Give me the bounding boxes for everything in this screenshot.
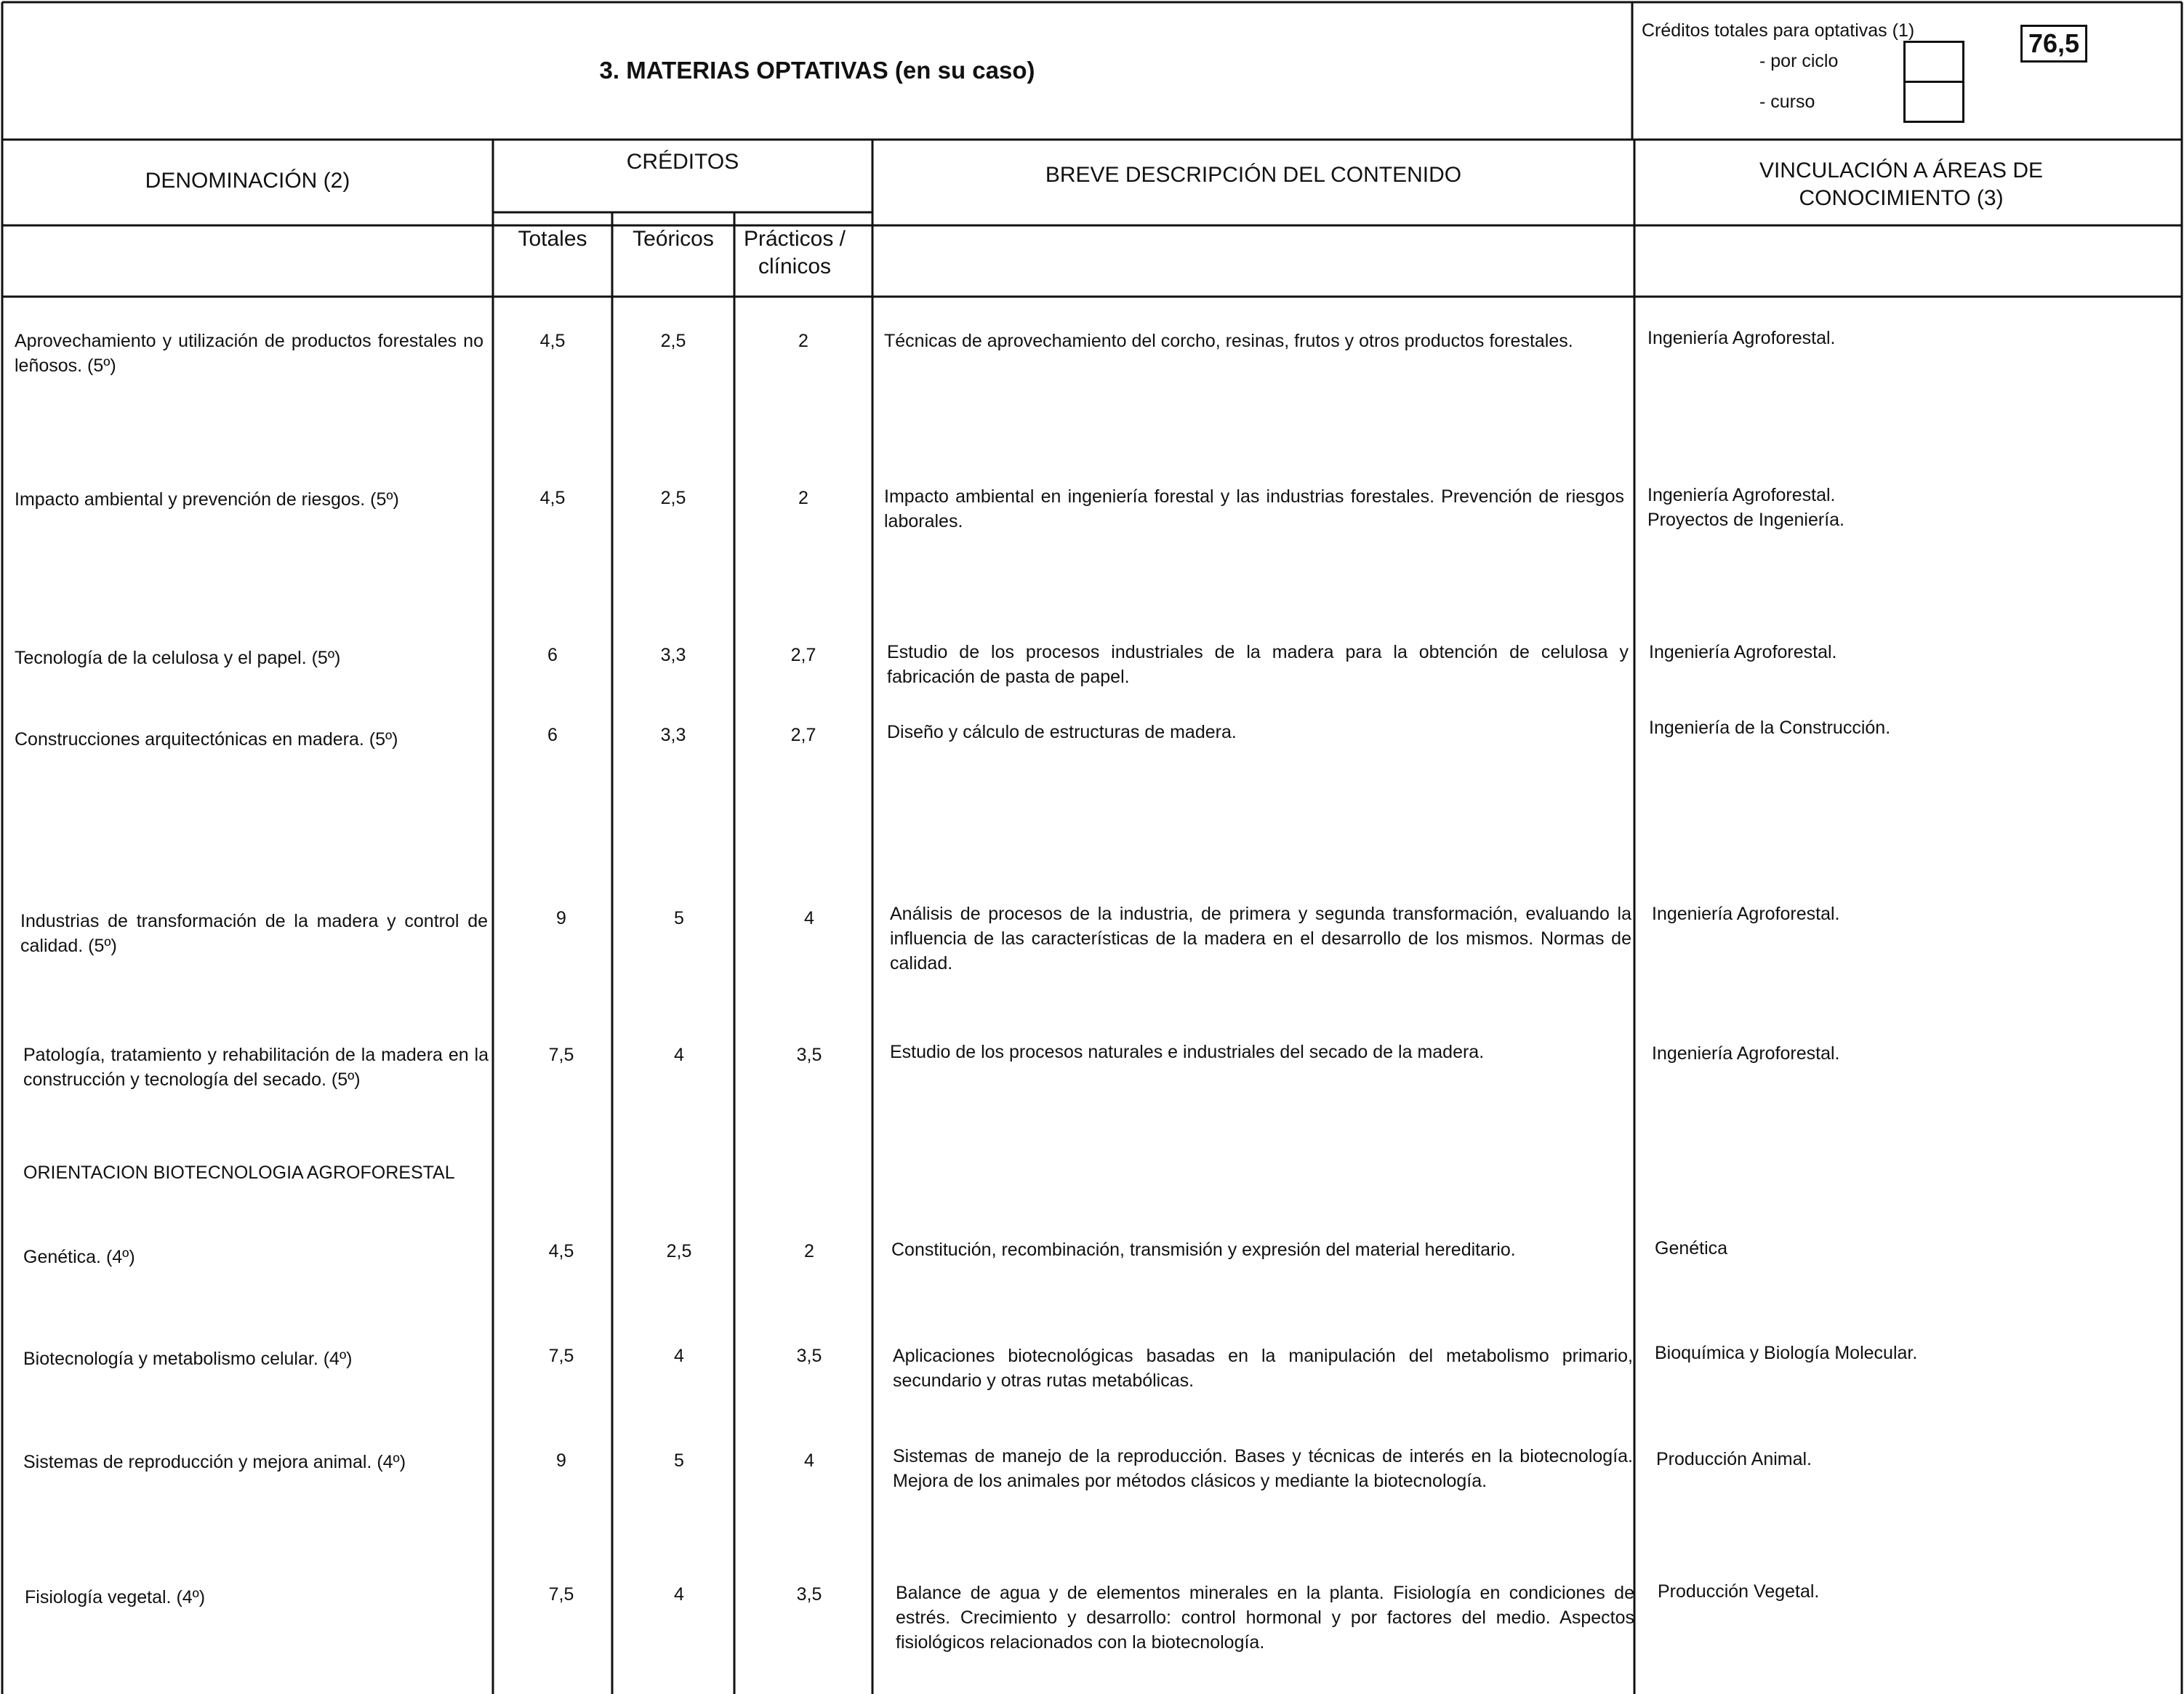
row-descripcion: Diseño y cálculo de estructuras de madera. bbox=[887, 722, 1237, 742]
row-name: Tecnología de la celulosa y el papel. (5º) bbox=[15, 648, 341, 668]
row-name: Sistemas de reproducción y mejora animal. (4º) bbox=[23, 1452, 406, 1472]
row-totales: 7,5 bbox=[548, 1045, 574, 1065]
row-name: Fisiología vegetal. (4º) bbox=[25, 1587, 206, 1607]
row-name: Industrias de transformación de la madera y control de calidad. (5º) bbox=[20, 911, 488, 956]
col-header-practicos: Prácticos / clínicos bbox=[743, 227, 846, 278]
row-totales: 6 bbox=[547, 725, 558, 745]
row-practicos: 3,5 bbox=[796, 1584, 822, 1605]
row-teoricos: 4 bbox=[674, 1045, 684, 1065]
row-area: Ingeniería Agroforestal. Proyectos de Ingeniería. bbox=[1647, 485, 1844, 530]
row-practicos: 4 bbox=[804, 1450, 814, 1471]
row-name: Construcciones arquitectónicas en madera. (5º) bbox=[15, 729, 398, 750]
row-descripcion: Aplicaciones biotecnológicas basadas en la manipulación del metabolismo primario, secundario y otras rutas metabólicas. bbox=[893, 1346, 1633, 1391]
col-header-teoricos: Teóricos bbox=[633, 227, 714, 251]
row-totales: 4,5 bbox=[539, 331, 566, 351]
per-cycle-box bbox=[1903, 41, 1964, 83]
row-area: Ingeniería Agroforestal. bbox=[1647, 328, 1836, 348]
row-practicos: 2 bbox=[804, 1241, 814, 1261]
row-totales: 4,5 bbox=[548, 1241, 574, 1261]
row-practicos: 2,7 bbox=[790, 725, 816, 745]
row-totales: 6 bbox=[547, 645, 558, 665]
per-course-box bbox=[1903, 81, 1964, 123]
col-header-denominacion: DENOMINACIÓN (2) bbox=[145, 169, 350, 193]
row-descripcion: Impacto ambiental en ingeniería forestal y las industrias forestales. Prevención de riesgos laborales. bbox=[884, 486, 1624, 531]
row-totales: 9 bbox=[556, 1450, 566, 1471]
row-descripcion: Análisis de procesos de la industria, de primera y segunda transformación, evaluando la influencia de las características de la madera en el desarrollo de los mismos. Normas de calidad. bbox=[890, 904, 1631, 974]
col-header-descripcion: BREVE DESCRIPCIÓN DEL CONTENIDO bbox=[1045, 163, 1462, 187]
col-header-vinculacion: VINCULACIÓN A ÁREAS DE CONOCIMIENTO (3) bbox=[1759, 158, 2044, 210]
row-area: Bioquímica y Biología Molecular. bbox=[1655, 1343, 1918, 1363]
per-course-label: - curso bbox=[1759, 92, 1815, 112]
row-area: Ingeniería de la Construcción. bbox=[1649, 718, 1891, 738]
row-teoricos: 2,5 bbox=[660, 488, 686, 508]
row-descripcion: Constitución, recombinación, transmisión y expresión del material hereditario. bbox=[891, 1240, 1516, 1260]
row-teoricos: 5 bbox=[674, 1450, 684, 1471]
row-practicos: 2,7 bbox=[790, 645, 816, 665]
row-totales: 7,5 bbox=[548, 1584, 574, 1605]
row-totales: 4,5 bbox=[539, 488, 566, 508]
row-practicos: 4 bbox=[804, 908, 814, 928]
page-title: 3. MATERIAS OPTATIVAS (en su caso) bbox=[599, 57, 1035, 84]
row-name: Aprovechamiento y utilización de productos forestales no leñosos. (5º) bbox=[15, 331, 483, 376]
row-teoricos: 3,3 bbox=[660, 725, 686, 745]
row-teoricos: 4 bbox=[674, 1584, 684, 1605]
row-practicos: 2 bbox=[798, 488, 808, 508]
per-cycle-label: - por ciclo bbox=[1759, 51, 1839, 71]
row-area: Producción Vegetal. bbox=[1658, 1581, 1820, 1602]
row-teoricos: 5 bbox=[674, 908, 684, 928]
row-totales: 9 bbox=[556, 908, 566, 928]
row-area: Ingeniería Agroforestal. bbox=[1649, 642, 1837, 662]
row-practicos: 3,5 bbox=[796, 1346, 822, 1366]
total-credits-stamp: 76,5 bbox=[2020, 25, 2087, 63]
row-area: Ingeniería Agroforestal. bbox=[1652, 904, 1840, 924]
row-teoricos: 2,5 bbox=[660, 331, 686, 351]
row-practicos: 3,5 bbox=[796, 1045, 822, 1065]
row-descripcion: Sistemas de manejo de la reproducción. Bases y técnicas de interés en la biotecnología. Mejora de los animales por métodos clásicos y mediante la biotecnología. bbox=[893, 1446, 1633, 1491]
col-header-creditos: CRÉDITOS bbox=[626, 150, 739, 174]
row-name: Patología, tratamiento y rehabilitación de la madera en la construcción y tecnología del secado. (5º) bbox=[23, 1045, 489, 1090]
row-area: Producción Animal. bbox=[1656, 1449, 1812, 1469]
row-teoricos: 4 bbox=[674, 1346, 684, 1366]
row-descripcion: Técnicas de aprovechamiento del corcho, resinas, frutos y otros productos forestales. bbox=[884, 331, 1573, 351]
row-name: Genética. (4º) bbox=[23, 1247, 135, 1267]
row-name: Impacto ambiental y prevención de riesgos. (5º) bbox=[15, 489, 399, 510]
row-teoricos: 2,5 bbox=[666, 1241, 692, 1261]
row-totales: 7,5 bbox=[548, 1346, 574, 1366]
row-name: Biotecnología y metabolismo celular. (4º) bbox=[23, 1349, 353, 1369]
row-area: Genética bbox=[1655, 1238, 1728, 1259]
row-area: Ingeniería Agroforestal. bbox=[1652, 1043, 1840, 1064]
col-header-totales: Totales bbox=[518, 227, 587, 251]
row-descripcion: Estudio de los procesos industriales de la madera para la obtención de celulosa y fabricación de pasta de papel. bbox=[887, 642, 1629, 687]
credits-total-label: Créditos totales para optativas (1) bbox=[1642, 20, 1915, 41]
section-heading: ORIENTACION BIOTECNOLOGIA AGROFORESTAL bbox=[23, 1163, 455, 1183]
row-descripcion: Balance de agua y de elementos minerales en la planta. Fisiología en condiciones de estrés. Crecimiento y desarrollo: control hormonal y por factores del medio. Aspectos fisiológicos relacionados con la biotecnología. bbox=[896, 1583, 1634, 1653]
row-descripcion: Estudio de los procesos naturales e industriales del secado de la madera. bbox=[890, 1042, 1485, 1062]
row-teoricos: 3,3 bbox=[660, 645, 686, 665]
row-practicos: 2 bbox=[798, 331, 808, 351]
